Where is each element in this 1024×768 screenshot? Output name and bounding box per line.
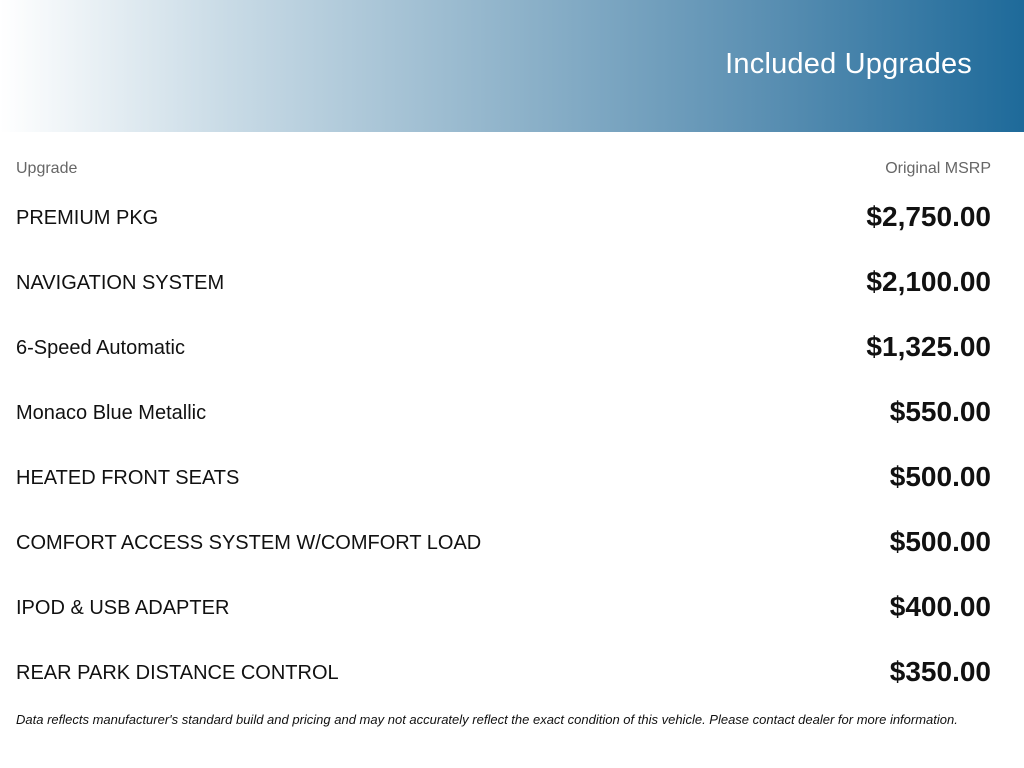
upgrade-row xyxy=(16,390,991,455)
upgrade-row xyxy=(16,455,991,520)
upgrade-column-header: Upgrade xyxy=(16,160,78,177)
upgrade-name: PREMIUM PKG xyxy=(16,207,159,229)
upgrade-name: HEATED FRONT SEATS xyxy=(16,467,240,489)
upgrade-row xyxy=(16,650,991,715)
upgrade-name: COMFORT ACCESS SYSTEM W/COMFORT LOAD xyxy=(16,532,482,554)
upgrade-price: $350.00 xyxy=(889,656,991,687)
upgrade-row xyxy=(16,195,991,260)
upgrade-price: $500.00 xyxy=(889,461,991,492)
header-banner xyxy=(0,0,1024,132)
msrp-column-header: Original MSRP xyxy=(885,160,991,177)
upgrade-name: 6-Speed Automatic xyxy=(16,337,185,359)
disclaimer-text: Data reflects manufacturer's standard build and pricing and may not accurately reflect the exact condition of this vehicle. Please contact dealer for more information. xyxy=(16,712,958,727)
upgrade-row xyxy=(16,585,991,650)
upgrade-name: REAR PARK DISTANCE CONTROL xyxy=(16,662,339,684)
upgrade-price: $2,750.00 xyxy=(866,201,991,232)
upgrade-price: $550.00 xyxy=(889,396,991,427)
upgrade-price: $400.00 xyxy=(889,591,991,622)
upgrade-price: $2,100.00 xyxy=(866,266,991,297)
upgrade-price: $500.00 xyxy=(889,526,991,557)
page-title: Included Upgrades xyxy=(725,48,972,80)
table-header xyxy=(16,160,991,182)
upgrade-row xyxy=(16,260,991,325)
upgrade-name: Monaco Blue Metallic xyxy=(16,402,207,424)
upgrade-name: IPOD & USB ADAPTER xyxy=(16,597,230,619)
upgrade-row xyxy=(16,325,991,390)
upgrade-price: $1,325.00 xyxy=(866,331,991,362)
upgrade-name: NAVIGATION SYSTEM xyxy=(16,272,225,294)
upgrade-row xyxy=(16,520,991,585)
upgrades-list xyxy=(16,195,991,715)
